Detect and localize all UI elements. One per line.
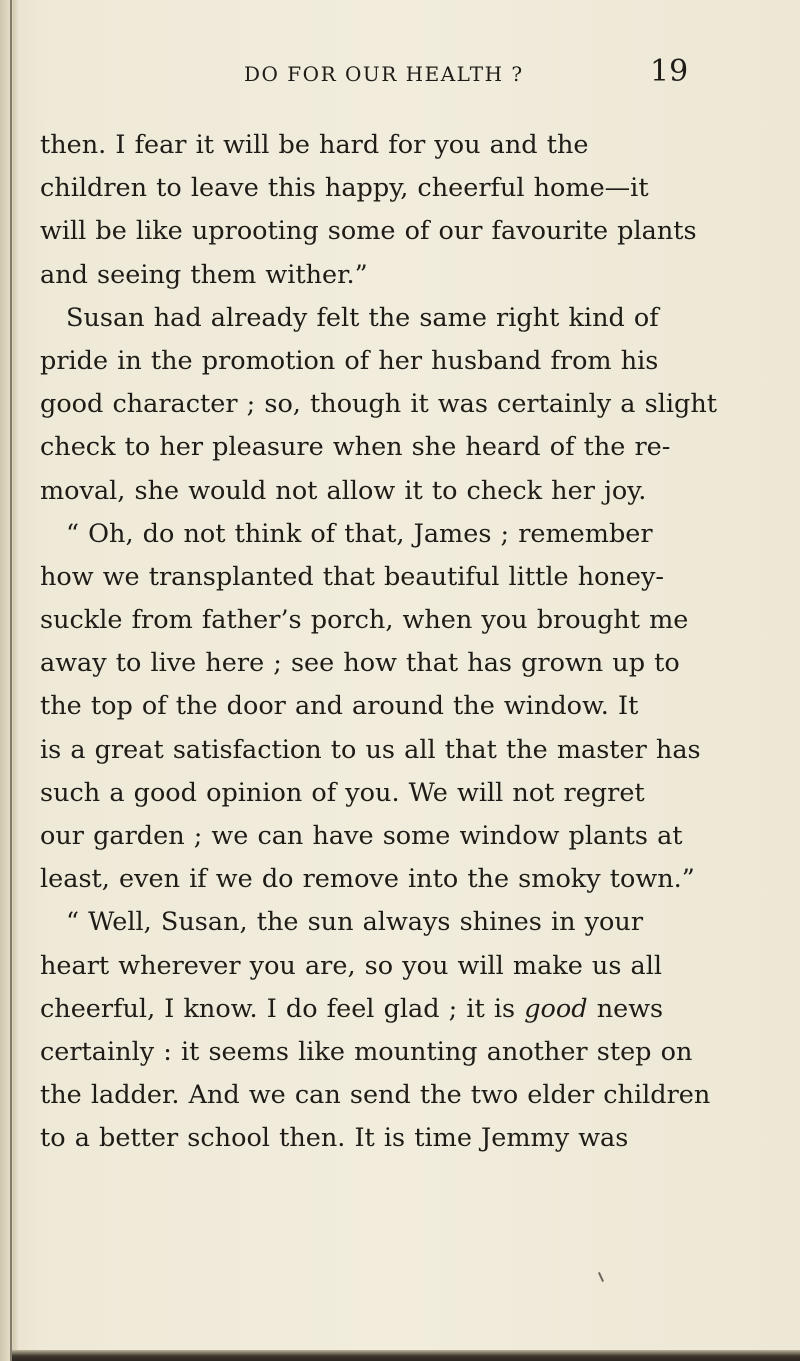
text-line: then. I fear it will be hard for you and the (40, 130, 589, 160)
text-line: our garden ; we can have some window plants at (40, 821, 683, 851)
text-line: how we transplanted that beautiful little honey- (40, 561, 665, 592)
text-line: certainly : it seems like mounting another step on (40, 1036, 693, 1067)
text-line (40, 988, 760, 1031)
text-line: to a better school then. It is time Jemmy was (40, 1123, 629, 1154)
running-head (0, 54, 800, 102)
text-segment: cheerful, I know. I do feel glad ; it is (40, 993, 525, 1024)
text-line: and seeing them wither.” (40, 259, 368, 290)
text-line: suckle from father’s porch, when you brought me (40, 605, 689, 636)
page-number: 19 (650, 54, 689, 89)
text-line: least, even if we do remove into the smoky town.” (40, 864, 695, 895)
binding-edge (10, 0, 12, 1361)
text-line: check to her pleasure when she heard of the re- (40, 432, 671, 463)
text-segment: news (587, 993, 664, 1024)
text-line: is a great satisfaction to us all that the master has (40, 734, 701, 765)
text-line: good character ; so, though it was certainly a slight (40, 389, 718, 420)
paragraph-start-line: “ Well, Susan, the sun always shines in your (66, 907, 644, 938)
paragraph-start-line: “ Oh, do not think of that, James ; remember (66, 518, 653, 549)
page-gutter (0, 0, 20, 1361)
page-bottom-edge (12, 1350, 800, 1361)
text-line: the ladder. And we can send the two elder children (40, 1080, 711, 1111)
body-text (40, 124, 760, 1161)
text-line: moval, she would not allow it to check her joy. (40, 475, 647, 506)
text-line: pride in the promotion of her husband from his (40, 345, 659, 376)
text-line: children to leave this happy, cheerful home—it (40, 173, 649, 204)
text-line: such a good opinion of you. We will not regret (40, 777, 645, 808)
paragraph-start-line: Susan had already felt the same right kind of (66, 302, 659, 333)
print-mark (598, 1272, 604, 1282)
text-line: heart wherever you are, so you will make us all (40, 950, 663, 981)
text-line: the top of the door and around the window. It (40, 691, 639, 722)
text-line: away to live here ; see how that has grown up to (40, 648, 680, 679)
running-title: DO FOR OUR HEALTH ? (244, 62, 524, 86)
emphasized-word: good (524, 993, 588, 1024)
text-line: will be like uprooting some of our favourite plants (40, 216, 697, 247)
